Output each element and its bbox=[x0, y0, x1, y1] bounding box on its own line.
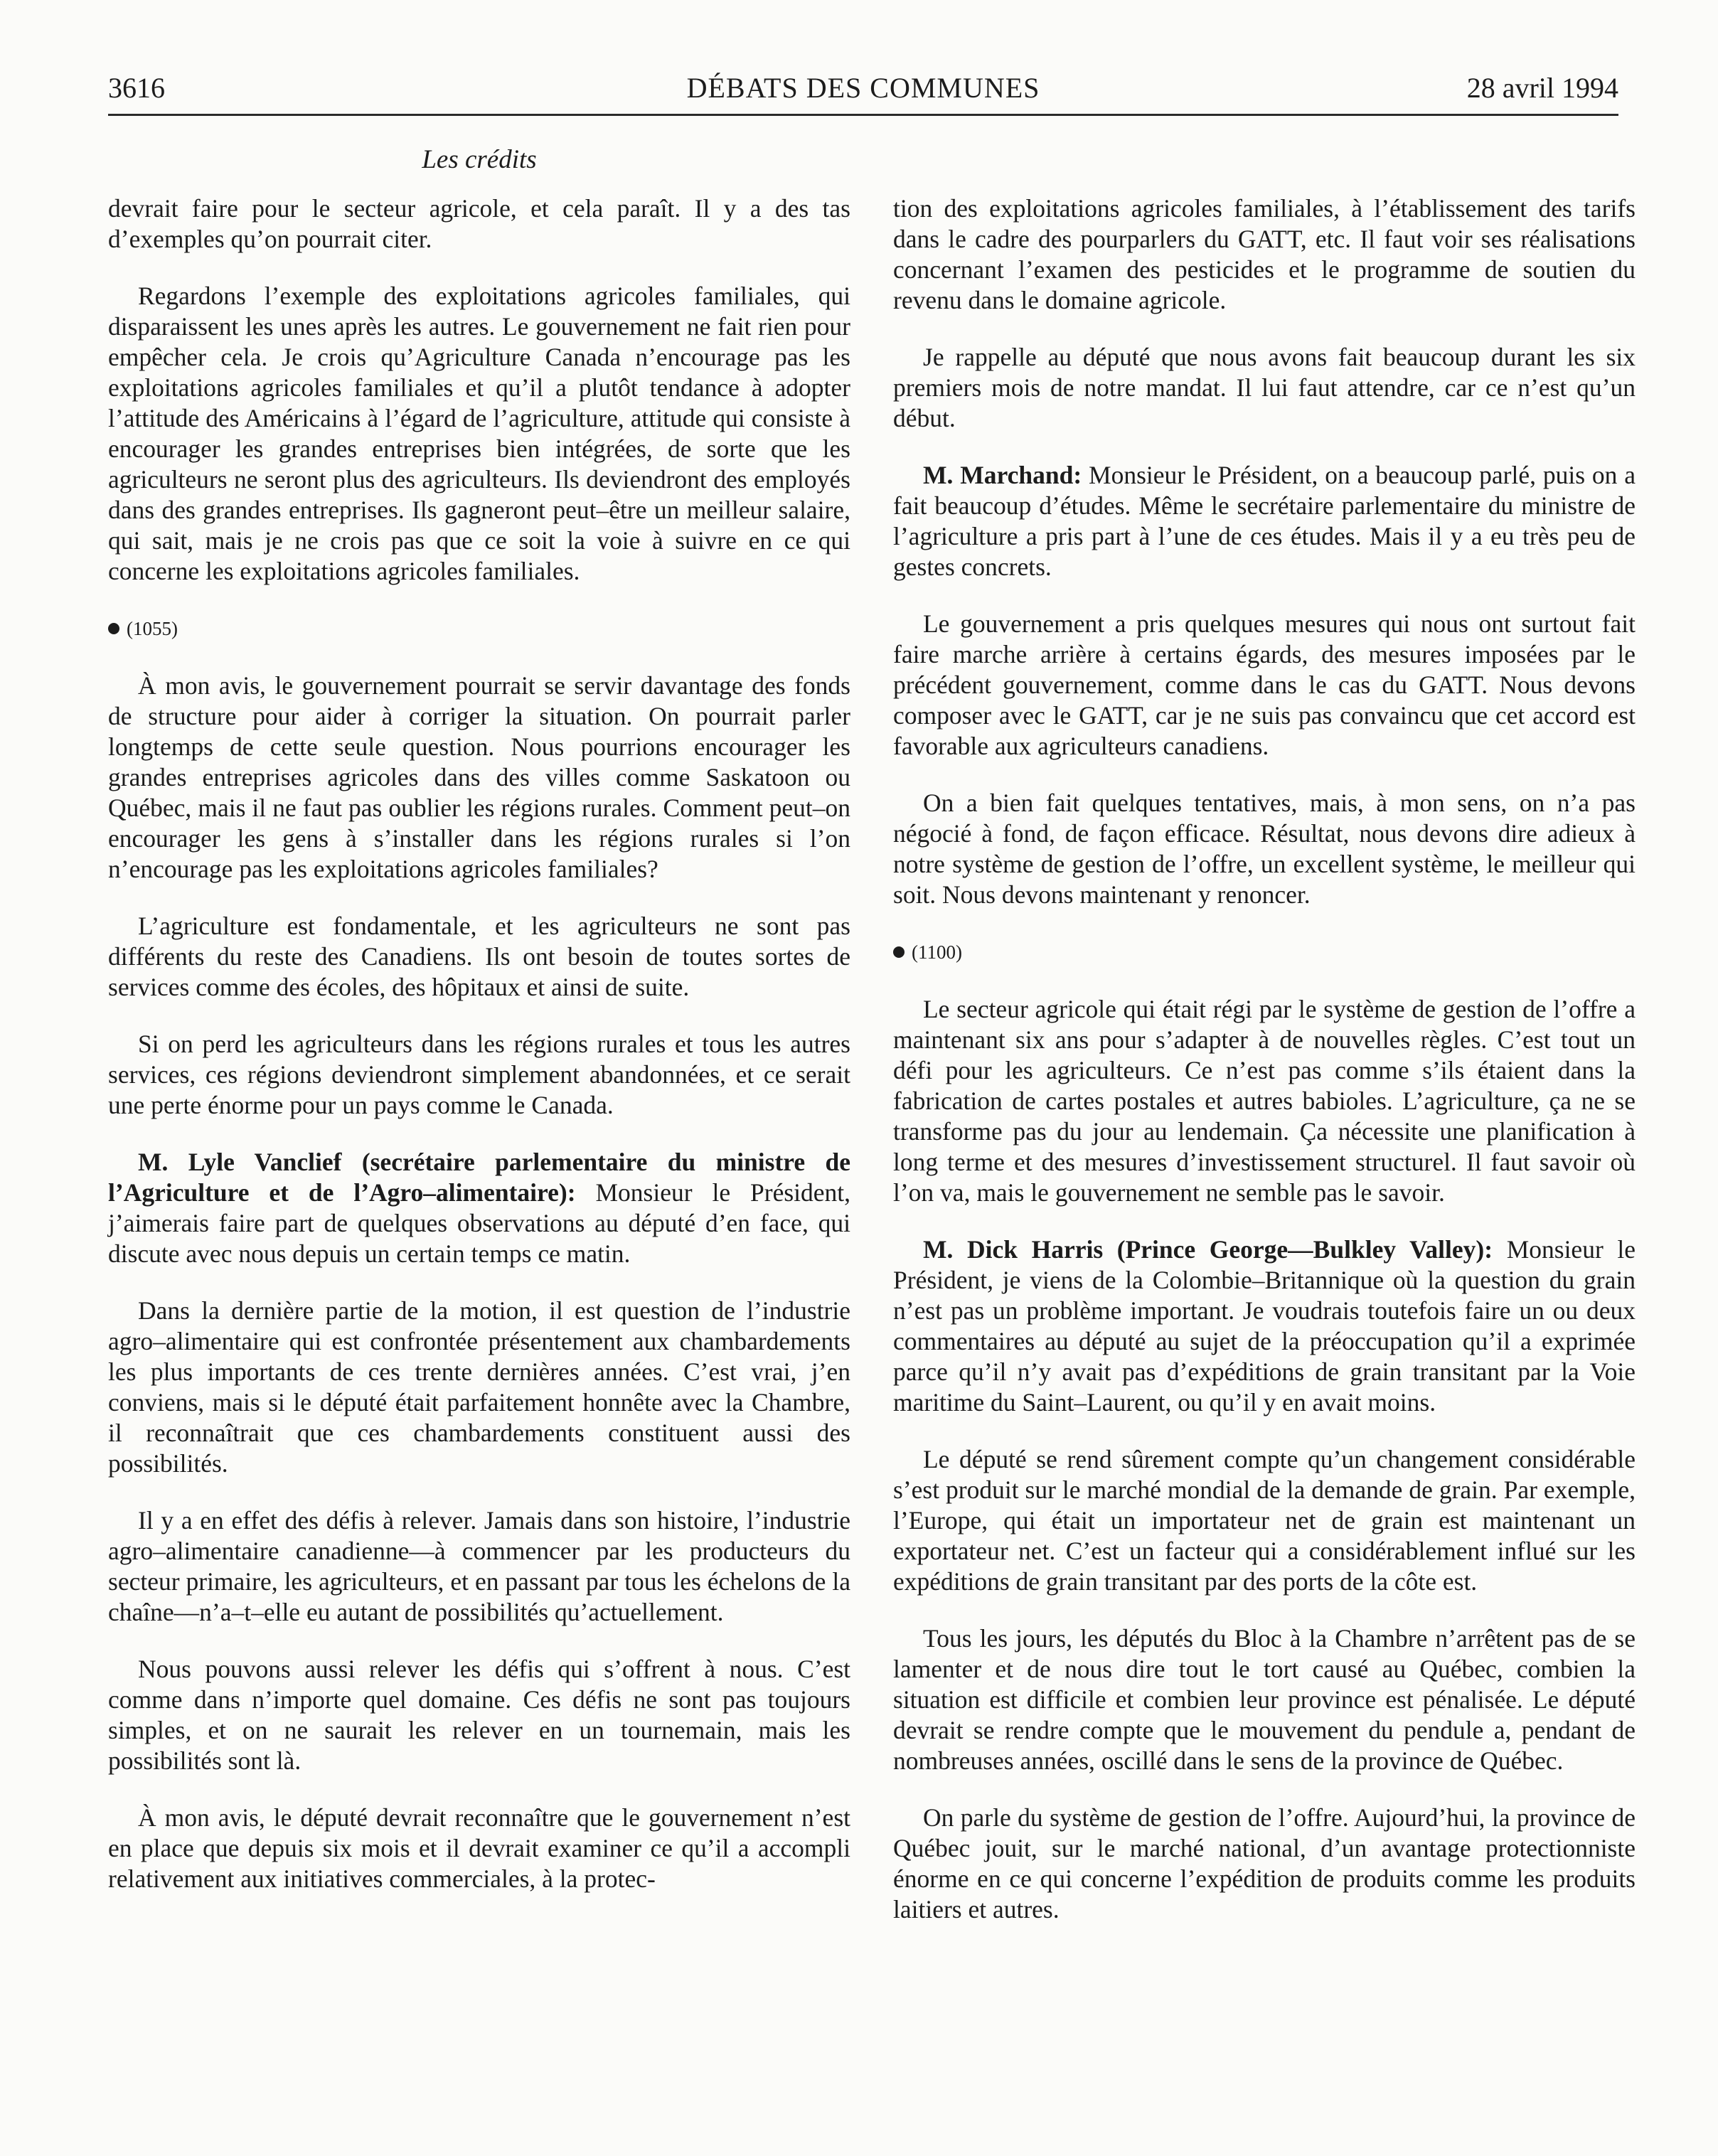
paragraph: Il y a en effet des défis à relever. Jamais dans son histoire, l’industrie agro–alimentaire canadienne—à commencer par les producteurs du secteur primaire, les agriculteurs, et en passant par tous les échelons de la chaîne—n’a–t–elle eu autant de possibilités qu’actuellement. bbox=[108, 1506, 850, 1626]
speaker-name: M. Dick Harris (Prince George—Bulkley Valley): bbox=[923, 1235, 1493, 1264]
section-title: Les crédits bbox=[422, 145, 537, 174]
speech-text: Monsieur le Président, je viens de la Colombie–Britannique où la question du grain n’est pas un problème important. Je voudrais toutefois faire un ou deux commentaires au député au sujet de la préoccupation qu’il a exprimée parce qu’il n’y avait pas d’expéditions de grain transitant par la Voie maritime du Saint–Laurent, ou qu’il y en avait moins. bbox=[893, 1235, 1636, 1416]
paragraph: L’agriculture est fondamentale, et les agriculteurs ne sont pas différents du reste des Canadiens. Ils ont besoin de toutes sortes de services comme des écoles, des hôpitaux et ainsi de suite. bbox=[108, 912, 850, 1001]
left-column bbox=[108, 193, 850, 1921]
bullet-icon bbox=[108, 623, 119, 634]
paragraph: Je rappelle au député que nous avons fait beaucoup durant les six premiers mois de notre mandat. Il lui faut attendre, car ce n’est qu’un début. bbox=[893, 343, 1636, 432]
paragraph: Le secteur agricole qui était régi par le système de gestion de l’offre a maintenant six ans pour s’adapter à de nouvelles règles. C’est tout un défi pour les agriculteurs. Ce n’est pas comme s’ils étaient dans la fabrication de cartes postales et autres babioles. L’agriculture, ça ne se transforme pas du jour au lendemain. Ça nécessite une planification à long terme et des mesures d’investissement structurel. Il faut savoir où l’on va, mais le gouvernement ne semble pas le savoir. bbox=[893, 995, 1636, 1207]
page-date: 28 avril 1994 bbox=[1466, 72, 1618, 104]
paragraph: On a bien fait quelques tentatives, mais, à mon sens, on n’a pas négocié à fond, de façon efficace. Résultat, nous devons dire adieux à notre système de gestion de l’offre, un excellent système, le meilleur qui soit. Nous devons maintenant y renoncer. bbox=[893, 789, 1636, 909]
paragraph: Si on perd les agriculteurs dans les régions rurales et tous les autres services, ces régions deviendront simplement abandonnées, et ce serait une perte énorme pour un pays comme le Canada. bbox=[108, 1030, 850, 1119]
paragraph: Nous pouvons aussi relever les défis qui s’offrent à nous. C’est comme dans n’importe quel domaine. Ces défis ne sont pas toujours simples, et on ne saurait les relever en un tournemain, mais les possibilités sont là. bbox=[108, 1655, 850, 1775]
paragraph: Regardons l’exemple des exploitations agricoles familiales, qui disparaissent les unes après les autres. Le gouvernement ne fait rien pour empêcher cela. Je crois qu’Agriculture Canada n’encourage pas les exploitations agricoles familiales et qu’il a plutôt tendance à adopter l’attitude des Américains à l’égard de l’agriculture, attitude qui consiste à encourager les grandes entreprises bien intégrées, de sorte que les agriculteurs ne seront plus des agriculteurs. Ils deviendront des employés dans des grandes entreprises. Ils gagneront peut–être un meilleur salaire, qui sait, mais je ne crois pas que ce soit la voie à suivre en ce qui concerne les exploitations agricoles familiales. bbox=[108, 282, 850, 585]
paragraph: Le député se rend sûrement compte qu’un changement considérable s’est produit sur le marché mondial de la demande de grain. Par exemple, l’Europe, qui était un importateur net de grain est maintenant un exportateur net. C’est un facteur qui a considérablement influé sur les expéditions de grain transitant par des ports de la côte est. bbox=[893, 1445, 1636, 1596]
speech-paragraph bbox=[108, 1147, 850, 1269]
speech-paragraph bbox=[893, 1234, 1636, 1418]
bullet-icon bbox=[893, 946, 905, 958]
right-column bbox=[893, 193, 1636, 1951]
speaker-name: M. Marchand: bbox=[923, 461, 1082, 489]
paragraph: Dans la dernière partie de la motion, il est question de l’industrie agro–alimentaire qui est confrontée présentement aux chambardements les plus importants de ces trente dernières années. C’est vrai, j’en conviens, mais si le député était parfaitement honnête avec la Chambre, il reconnaîtrait que ces chambardements constituent aussi des possibilités. bbox=[108, 1296, 850, 1478]
publication-title: DÉBATS DES COMMUNES bbox=[686, 72, 1040, 104]
speech-paragraph bbox=[893, 460, 1636, 582]
paragraph: À mon avis, le gouvernement pourrait se servir davantage des fonds de structure pour aider à corriger la situation. On pourrait parler longtemps de cette seule question. Nous pourrions encourager les grandes entreprises agricoles dans des villes comme Saskatoon ou Québec, mais il ne faut pas oublier les régions rurales. Comment peut–on encourager les gens à s’installer dans les régions rurales si l’on n’encourage pas les exploitations agricoles familiales? bbox=[108, 671, 850, 883]
time-marker bbox=[893, 940, 1636, 964]
speaker-name: M. Lyle Vanclief (secrétaire parlementaire du ministre de l’Agriculture et de l’Agro–alimentaire): bbox=[108, 1148, 850, 1207]
paragraph: On parle du système de gestion de l’offre. Aujourd’hui, la province de Québec jouit, sur le marché national, d’un avantage protectionniste énorme en ce qui concerne l’expédition de produits comme les produits laitiers et autres. bbox=[893, 1803, 1636, 1923]
time-marker bbox=[108, 617, 850, 641]
paragraph: Le gouvernement a pris quelques mesures qui nous ont surtout fait faire marche arrière à certains égards, des mesures imposées par le précédent gouvernement, comme dans le cas du GATT. Nous devons composer avec le GATT, car je ne suis pas convaincu que cet accord est favorable aux agriculteurs canadiens. bbox=[893, 609, 1636, 760]
paragraph: devrait faire pour le secteur agricole, et cela paraît. Il y a des tas d’exemples qu’on pourrait citer. bbox=[108, 194, 850, 253]
paragraph: tion des exploitations agricoles familiales, à l’établissement des tarifs dans le cadre des pourparlers du GATT, etc. Il faut voir ses réalisations concernant l’examen des pesticides et le programme de soutien du revenu dans le domaine agricole. bbox=[893, 194, 1636, 314]
speech-text: Monsieur le Président, j’aimerais faire part de quelques observations au député d’en face, qui discute avec nous depuis un certain temps ce matin. bbox=[108, 1178, 851, 1268]
page-number: 3616 bbox=[108, 72, 165, 104]
paragraph: À mon avis, le député devrait reconnaître que le gouvernement n’est en place que depuis six mois et il devrait examiner ce qu’il a accompli relativement aux initiatives commerciales, à la protec- bbox=[108, 1803, 850, 1893]
time-label: (1100) bbox=[912, 941, 962, 963]
speech-text: Monsieur le Président, on a beaucoup parlé, puis on a fait beaucoup d’études. Même le secrétaire parlementaire du ministre de l’agriculture a pris part à l’une de ces études. Mais il y a eu très peu de gestes concrets. bbox=[893, 461, 1636, 581]
paragraph: Tous les jours, les députés du Bloc à la Chambre n’arrêtent pas de se lamenter et de nous dire tout le tort causé au Québec, combien la situation est difficile et combien leur province est pénalisée. Le député devrait se rendre compte que le mouvement du pendule a, pendant de nombreuses années, oscillé dans le sens de la province de Québec. bbox=[893, 1624, 1636, 1775]
page-header bbox=[108, 68, 1618, 116]
time-label: (1055) bbox=[127, 618, 178, 639]
